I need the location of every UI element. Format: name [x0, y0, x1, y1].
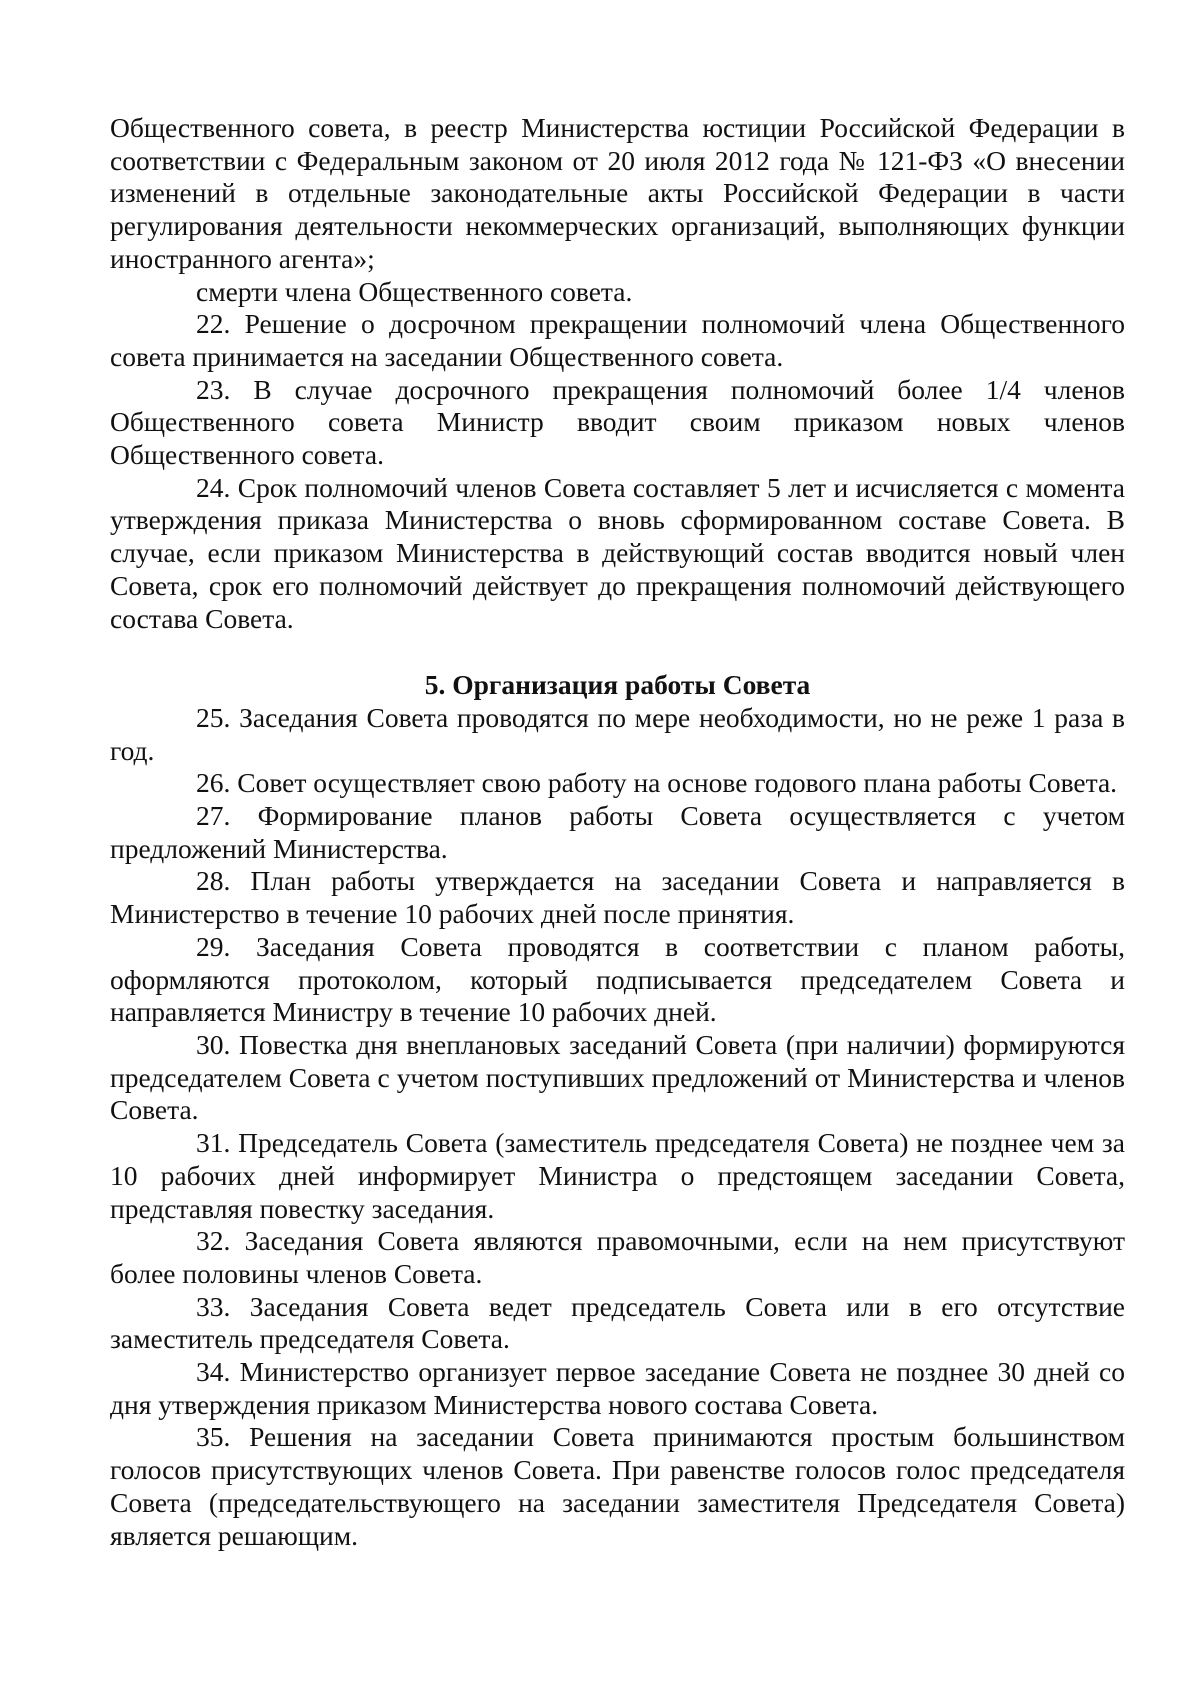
paragraph-death-clause: смерти члена Общественного совета.: [196, 275, 633, 307]
paragraph-32: 32. Заседания Совета являются правомочными, если на нем присутствуют более половины членов Совета.: [110, 1225, 1125, 1289]
paragraph-25: 25. Заседания Совета проводятся по мере необходимости, но не реже 1 раза в год.: [110, 701, 1125, 766]
paragraph-24: 24. Срок полномочий членов Совета составляет 5 лет и исчисляется с момента утверждения приказа Министерства о вновь сформированном составе Совета. В случае, если приказом Министерства в действующий состав вводится новый член Совета, срок его полномочий действует до прекращения полномочий действующего состава Совета.: [110, 471, 1125, 634]
paragraph-22: 22. Решение о досрочном прекращении полномочий члена Общественного совета принимается на заседании Общественного совета.: [110, 308, 1125, 372]
paragraph-35: 35. Решения на заседании Совета принимаются простым большинством голосов присутствующих членов Совета. При равенстве голосов голос председателя Совета (председательствующего на заседании заместителя Председателя Совета) является решающим.: [110, 1421, 1125, 1551]
paragraph-23: 23. В случае досрочного прекращения полномочий более 1/4 членов Общественного совета Министр вводит своим приказом новых членов Общественного совета.: [110, 373, 1125, 471]
paragraph-34: 34. Министерство организует первое заседание Совета не позднее 30 дней со дня утверждения приказом Министерства нового состава Совета.: [110, 1356, 1125, 1420]
paragraph-29: 29. Заседания Совета проводятся в соответствии с планом работы, оформляются протоколом, который подписывается председателем Совета и направляется Министру в течение 10 рабочих дней.: [110, 930, 1125, 1028]
paragraph-30: 30. Повестка дня внеплановых заседаний Совета (при наличии) формируются председателем Совета с учетом поступивших предложений от Министерства и членов Совета.: [110, 1028, 1125, 1126]
paragraph-31: 31. Председатель Совета (заместитель председателя Совета) не позднее чем за 10 рабочих дней информирует Министра о предстоящем заседании Совета, представляя повестку заседания.: [110, 1127, 1125, 1224]
document-page: [110, 112, 1125, 1552]
paragraph-28: 28. План работы утверждается на заседании Совета и направляется в Министерство в течение 10 рабочих дней после принятия.: [110, 865, 1125, 930]
paragraph-continuation: Общественного совета, в реестр Министерства юстиции Российской Федерации в соответствии с Федеральным законом от 20 июля 2012 года № 121-ФЗ «О внесении изменений в отдельные законодательные акты Российской Федерации в части регулирования деятельности некоммерческих организаций, выполняющих функции иностранного агента»;: [110, 112, 1125, 274]
paragraph-33: 33. Заседания Совета ведет председатель Совета или в его отсутствие заместитель председателя Совета.: [110, 1290, 1125, 1355]
paragraph-27: 27. Формирование планов работы Совета осуществляется с учетом предложений Министерства.: [110, 800, 1125, 864]
paragraph-26: 26. Совет осуществляет свою работу на основе годового плана работы Совета.: [196, 767, 1118, 799]
section-heading: 5. Организация работы Совета: [424, 669, 811, 701]
